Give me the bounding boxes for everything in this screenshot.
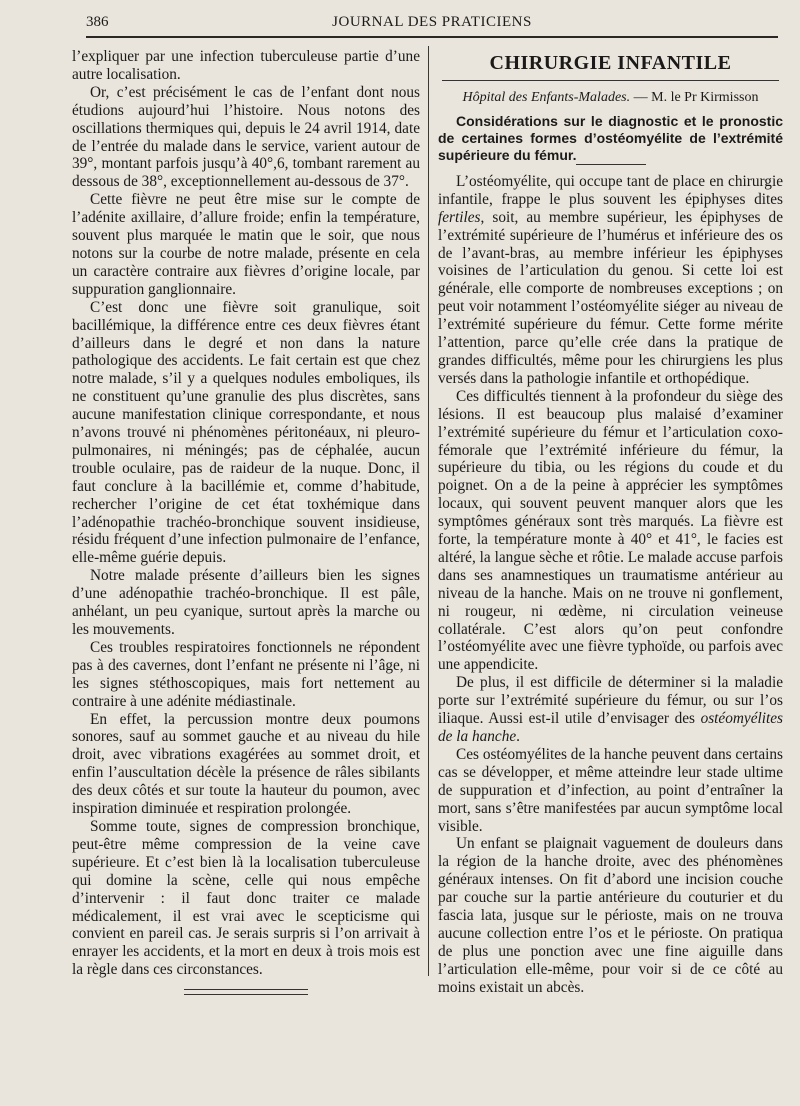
article-title: Considérations sur le diagnostic et le pronostic de certaines formes d’ostéomyélite de l’extrémité supérieure du fémur. xyxy=(438,112,783,163)
byline-author: — M. le Pr Kirmisson xyxy=(630,90,759,105)
left-column xyxy=(72,48,420,995)
paragraph: Cette fièvre ne peut être mise sur le compte de l’adénite axillaire, d’allure froide; enfin la température, souvent plus marquée le matin que le soir, que nous notons sur la courbe de notre malade, présente en cela un caractère contraire aux fièvres d’origine locale, par suppuration ganglionnaire. xyxy=(72,191,420,298)
paragraph: Or, c’est précisément le cas de l’enfant dont nous étudions aujourd’hui l’histoire. Nous notons des oscillations thermiques qui, depuis le 24 avril 1914, date de l’entrée du malade dans le service, varient autour de 39°, montant parfois jusqu’à 40°,6, tombant rarement au dessous de 38°, exceptionnellement au-dessous de 37°. xyxy=(72,83,420,191)
paragraph-text: L’ostéomyélite, qui occupe tant de place en chirurgie infantile, frappe le plus souvent les épiphyses dites xyxy=(438,172,783,208)
paragraph: Somme toute, signes de compression bronchique, peut-être même compression de la veine cave supérieure. Et c’est bien là la localisation tuberculeuse qui domine la scène, celle qui nous empêche d’intervenir : il faut donc traiter ce malade médicalement, il est vrai avec le scepticisme qui convient en pareil cas. Je serais surpris si l’on arrivait à enrayer les accidents, et la mort en deux à trois mois est la règle dans ces circonstances. xyxy=(72,817,420,979)
byline-place: Hôpital des Enfants-Malades. xyxy=(462,90,631,105)
section-title: CHIRURGIE INFANTILE xyxy=(442,50,779,81)
paragraph-text: , soit, au membre supérieur, les épiphyses de l’extrémité supérieure de l’humérus et inférieure des os de l’avant-bras, au membre inférieur les épiphyses voisines de l’articulation du genou. Si cette loi est générale, elle comporte de nombreuses exceptions ; on peut voir notamment l’ostéomyélite siéger au niveau de l’extrémité supérieure du fémur. Cette forme mérite l’attention, parce qu’elle crée dans la pratique de grandes difficultés, même pour les chirurgiens les plus versés dans la pathologie infantile et orthopédique. xyxy=(438,208,783,387)
paragraph: Notre malade présente d’ailleurs bien les signes d’une adénopathie trachéo-bronchique. Il est pâle, anhélant, un peu cyanique, surtout après la marche ou les mouvements. xyxy=(72,567,420,638)
paragraph: En effet, la percussion montre deux poumons sonores, sauf au sommet gauche et au niveau du hile droit, avec vibrations exagérées au sommet droit, et enfin l’auscultation décèle la présence de râles sibilants des deux côtés et sur toute la hauteur du poumon, avec inspiration diminuée et respiration prolongée. xyxy=(72,710,420,818)
title-rule xyxy=(576,164,646,165)
paragraph xyxy=(438,388,783,675)
byline xyxy=(438,89,783,107)
paragraph xyxy=(438,746,783,836)
paragraph xyxy=(438,674,783,746)
paragraph-text: Un enfant se plaignait vaguement de douleurs dans la région de la hanche droite, avec des phénomènes généraux intenses. On fit d’abord une incision couche par couche sur la partie antérieure du couturier et du fascia lata, jusque sur le périoste, mais on ne trouva aucune collection entre l’os et le périoste. On pratiqua de plus une ponction avec une fine aiguille dans l’articulation elle-même, pour voir si de ce côté au moins existait un abcès. xyxy=(438,835,783,996)
paragraph-text: . xyxy=(516,728,520,745)
paragraph: C’est donc une fièvre soit granulique, soit bacillémique, la différence entre ces deux fièvres étant d’ailleurs dans le degré et non dans la nature pathologique des accidents. Le fait certain est que chez notre malade, s’il y a quelques nodules emboliques, ils ne constituent qu’une granulie des plus discrètes, sans aucune manifestation clinique correspondante, et nous n’avons trouvé ni phénomènes péritonéaux, ni pleuro-pulmonaires, ni méningés; pas de céphalée, aucun trouble oculaire, pas de raideur de la nuque. Donc, il faut conclure à la bacillémie et, comme d’habitude, rechercher l’origine de cet état toxhémique dans l’adénopathie trachéo-bronchique souvent insidieuse, résidu fréquent d’une infection pulmonaire de l’enfance, elle-même guérie depuis. xyxy=(72,298,420,567)
right-column xyxy=(438,50,783,997)
end-of-article-rule xyxy=(184,989,308,995)
paragraph xyxy=(438,835,783,996)
paragraph-text: De plus, il est difficile de déterminer si la maladie porte sur l’extrémité supérieure du fémur, ou sur l’os iliaque. Aussi est-il utile d’envisager des xyxy=(438,674,783,728)
column-divider xyxy=(428,46,429,976)
page-number: 386 xyxy=(86,14,109,30)
paragraph xyxy=(438,173,783,388)
paragraph-text: Ces ostéomyélites de la hanche peuvent dans certains cas se développer, et même atteindre leur stade ultime de suppuration et d’infection, au point d’entraîner la mort, sans s’être manifestées par aucun symptôme local visible. xyxy=(438,745,783,835)
paragraph: l’expliquer par une infection tuberculeuse partie d’une autre localisation. xyxy=(72,48,420,83)
italic-term: ostéomyélites de la hanche xyxy=(438,710,783,745)
italic-term: fertiles xyxy=(438,208,481,226)
page-header xyxy=(86,10,778,38)
paragraph-text: Ces difficultés tiennent à la profondeur du siège des lésions. Il est beaucoup plus malaisé d’examiner l’extrémité supérieure du fémur et l’articulation coxo-fémorale que l’extrémité inférieure du fémur, la supérieure du tibia, ou les régions du coude et du poignet. On a de la peine à apprécier les symptômes locaux, qui souvent peuvent manquer alors que les symptômes généraux sont très marqués. La fièvre est forte, la température monte à 40° et 41°, le facies est altéré, la langue sèche et rôtie. Le malade accuse parfois dans ses anamnestiques un traumatisme antérieur au niveau de la hanche. Mais on ne trouve ni gonflement, ni rougeur, ni œdème, ni circulation veineuse collatérale. C’est alors qu’on peut confondre l’ostéomyélite avec une fièvre typhoïde, ou parfois avec une appendicite. xyxy=(438,387,783,674)
paragraph: Ces troubles respiratoires fonctionnels ne répondent pas à des cavernes, dont l’enfant ne présente ni l’âge, ni les signes stéthoscopiques, mais fort nettement au contraire à une adénite médiastinale. xyxy=(72,638,420,710)
journal-title: JOURNAL DES PRATICIENS xyxy=(332,14,532,30)
